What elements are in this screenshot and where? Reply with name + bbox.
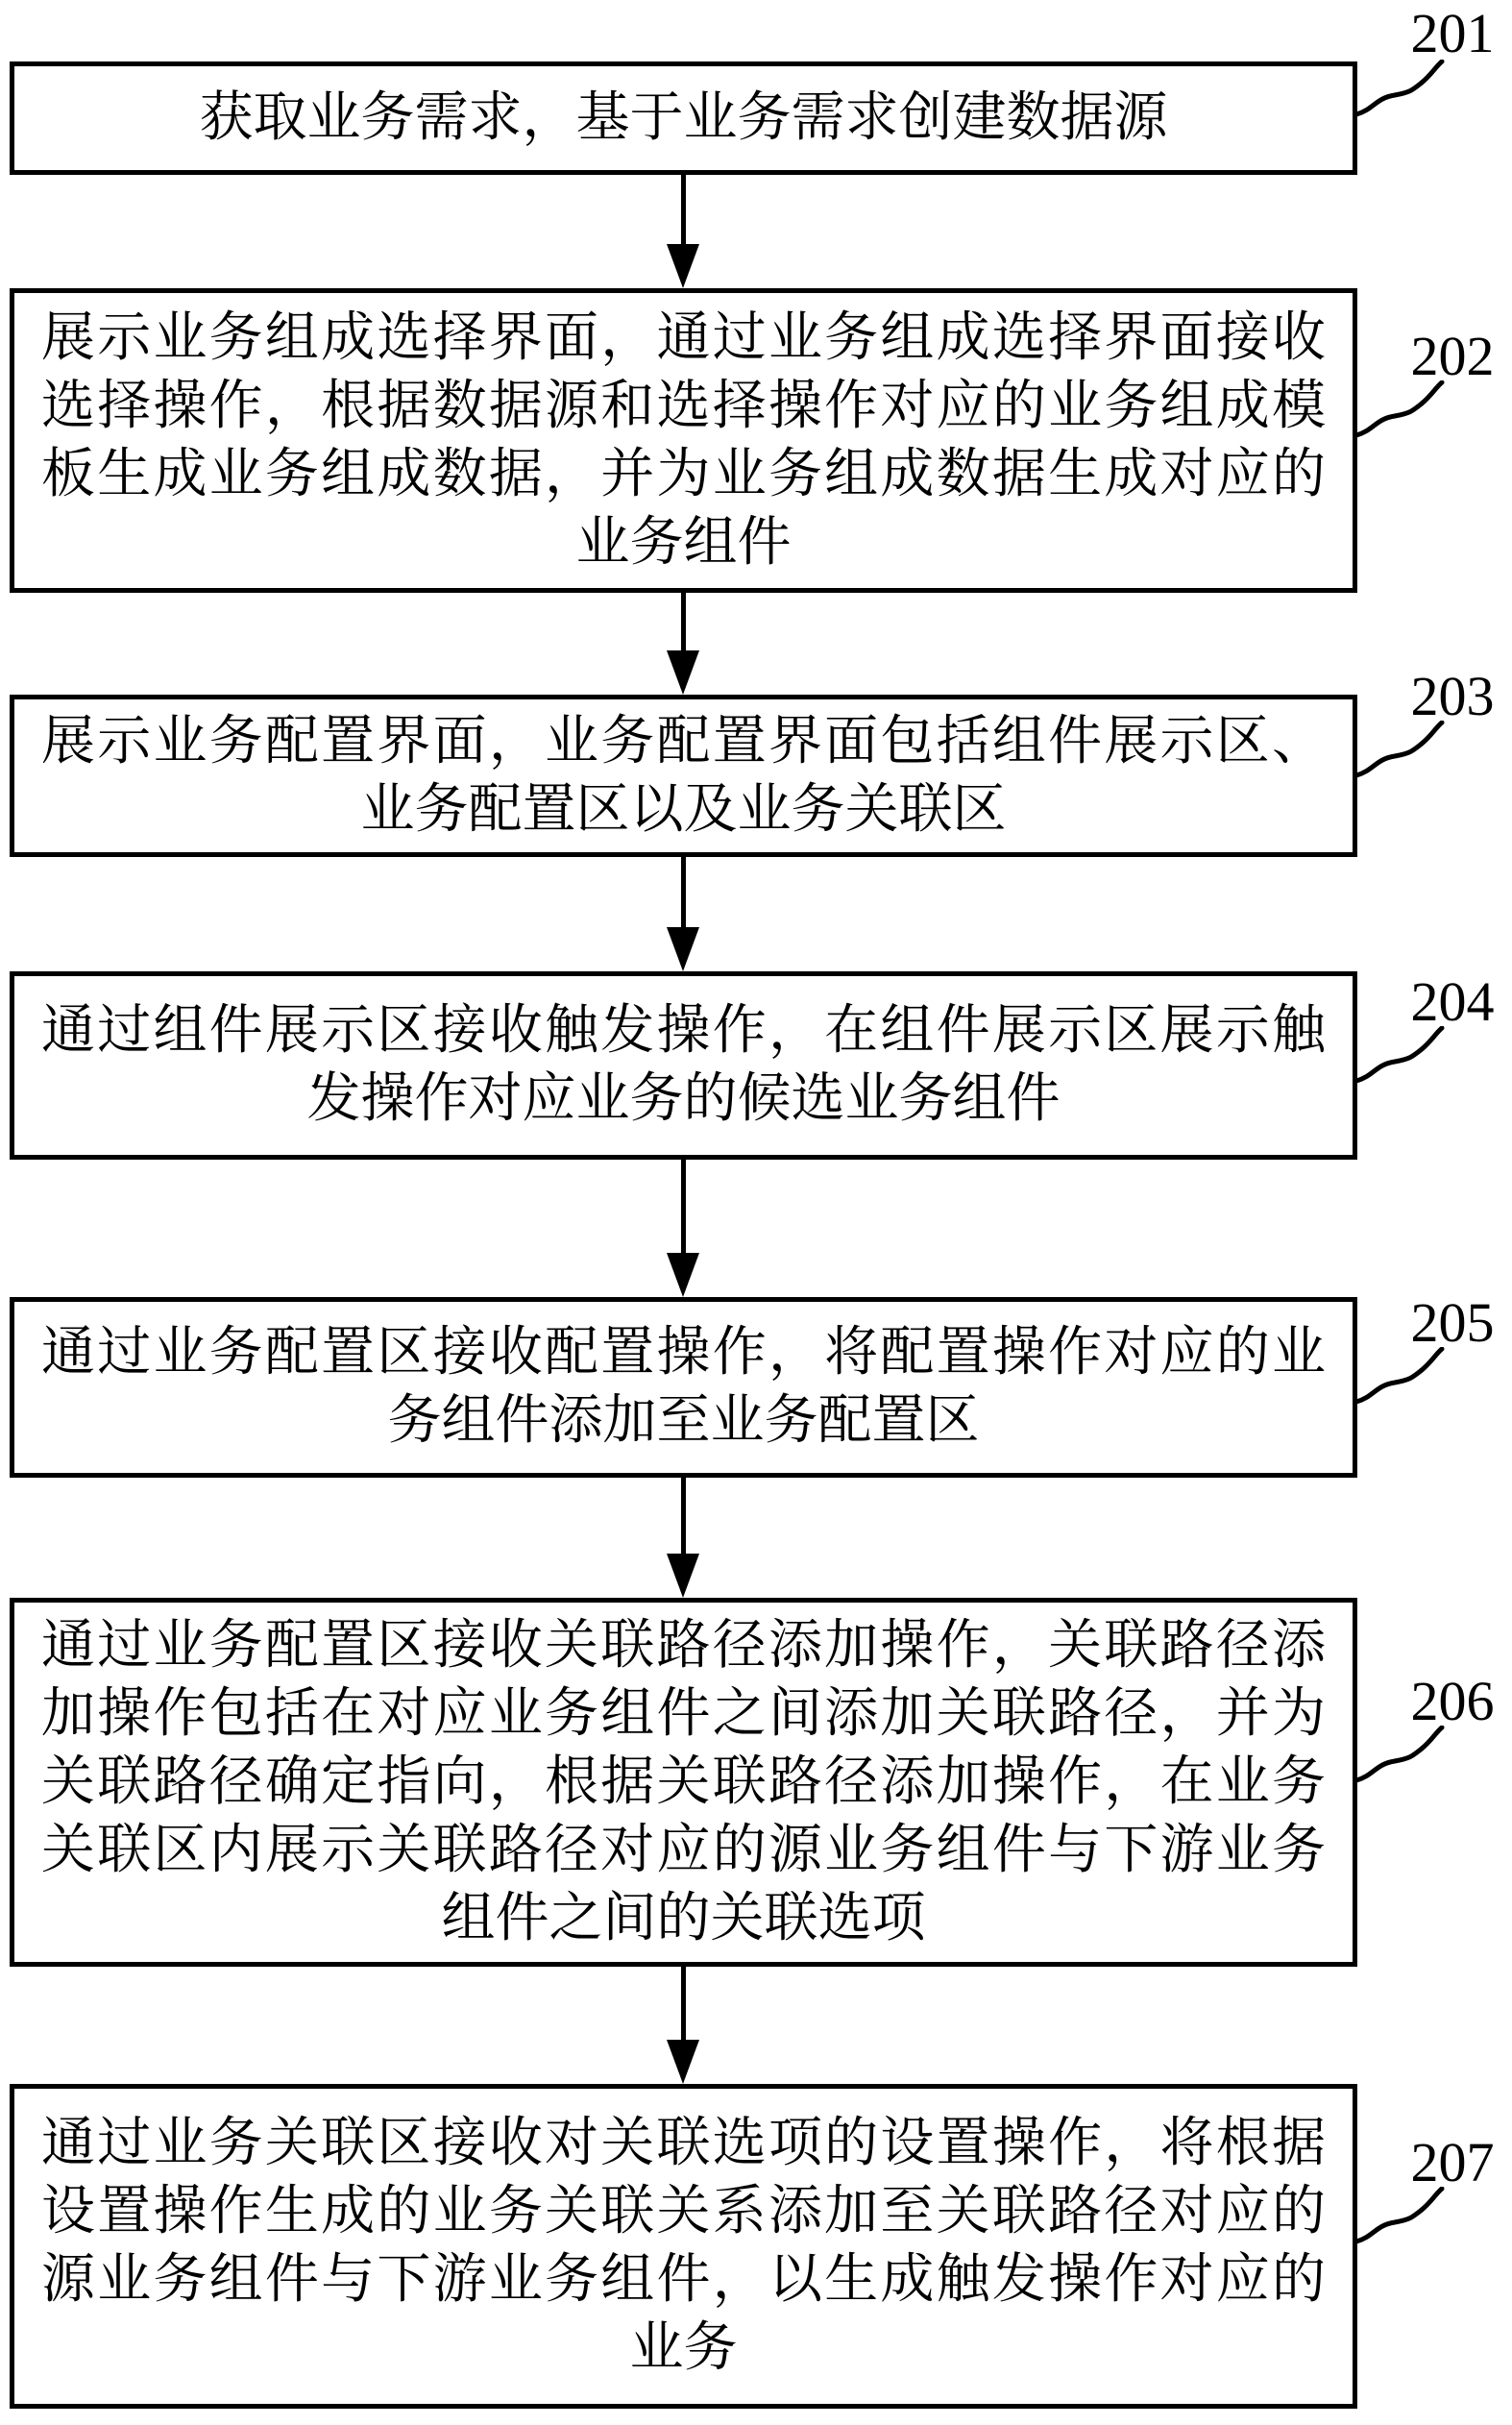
step-ref-label-206: 206 <box>1410 1670 1495 1732</box>
arrow-head-icon <box>667 2040 699 2084</box>
step-ref-label-204: 204 <box>1410 970 1495 1033</box>
step-text-line: 板生成业务组成数据，并为业务组成数据生成对应的 <box>41 444 1326 504</box>
flow-arrow <box>667 1478 699 1598</box>
step-text-line: 组件之间的关联选项 <box>441 1888 926 1948</box>
step-box-2 <box>10 288 1357 593</box>
flow-arrow <box>667 857 699 971</box>
step-text-line: 通过组件展示区接收触发操作，在组件展示区展示触 <box>41 1001 1326 1061</box>
step-text-line: 源业务组件与下游业务组件，以生成触发操作对应的 <box>41 2250 1326 2310</box>
step-text-line: 加操作包括在对应业务组件之间添加关联路径，并为 <box>41 1683 1326 1744</box>
step-text-line: 业务 <box>629 2318 738 2378</box>
squiggle-connector-icon <box>1354 1347 1451 1405</box>
arrow-head-icon <box>667 927 699 971</box>
step-text-line: 通过业务配置区接收配置操作，将配置操作对应的业 <box>41 1323 1326 1383</box>
step-ref-label-202: 202 <box>1410 325 1495 387</box>
step-text-line: 通过业务配置区接收关联路径添加操作，关联路径添 <box>41 1615 1326 1676</box>
step-text-line: 设置操作生成的业务关联关系添加至关联路径对应的 <box>41 2182 1326 2241</box>
squiggle-connector-icon <box>1354 721 1451 778</box>
step-text-line: 选择操作，根据数据源和选择操作对应的业务组成模 <box>41 376 1326 436</box>
step-box-6 <box>10 1598 1357 1967</box>
step-ref-label-201: 201 <box>1410 2 1495 64</box>
ref-connector-curve <box>1354 60 1451 117</box>
step-text-line: 业务组件 <box>575 512 792 573</box>
step-text-line: 通过业务关联区接收对关联选项的设置操作，将根据 <box>41 2114 1326 2173</box>
flow-arrow <box>667 175 699 288</box>
ref-connector-curve <box>1354 1726 1451 1783</box>
step-text-line: 关联区内展示关联路径对应的源业务组件与下游业务 <box>41 1820 1326 1880</box>
arrow-stem <box>681 1478 686 1554</box>
ref-connector-curve <box>1354 380 1451 438</box>
arrow-head-icon <box>667 1253 699 1297</box>
arrow-head-icon <box>667 650 699 695</box>
flow-arrow <box>667 593 699 695</box>
step-box-5 <box>10 1297 1357 1478</box>
flow-arrow <box>667 1967 699 2084</box>
step-box-4 <box>10 971 1357 1160</box>
step-text-line: 发操作对应业务的候选业务组件 <box>306 1069 1061 1129</box>
flow-arrow <box>667 1160 699 1297</box>
arrow-head-icon <box>667 244 699 288</box>
arrow-stem <box>681 1160 686 1253</box>
squiggle-connector-icon <box>1354 1726 1451 1783</box>
ref-connector-curve <box>1354 1026 1451 1084</box>
step-text-line: 获取业务需求，基于业务需求创建数据源 <box>199 87 1168 148</box>
squiggle-connector-icon <box>1354 60 1451 117</box>
arrow-stem <box>681 175 686 244</box>
step-text-line: 务组件添加至业务配置区 <box>387 1391 980 1451</box>
step-ref-label-203: 203 <box>1410 665 1495 727</box>
squiggle-connector-icon <box>1354 2187 1451 2244</box>
step-box-3 <box>10 695 1357 857</box>
step-box-7 <box>10 2084 1357 2409</box>
ref-connector-curve <box>1354 2187 1451 2244</box>
arrow-stem <box>681 857 686 927</box>
ref-connector-curve <box>1354 1347 1451 1405</box>
arrow-head-icon <box>667 1554 699 1598</box>
arrow-stem <box>681 593 686 650</box>
step-text-line: 关联路径确定指向，根据关联路径添加操作，在业务 <box>41 1751 1326 1812</box>
step-text-line: 展示业务配置界面，业务配置界面包括组件展示区、 <box>41 711 1326 772</box>
ref-connector-curve <box>1354 721 1451 778</box>
step-box-1 <box>10 61 1357 175</box>
step-ref-label-207: 207 <box>1410 2131 1495 2193</box>
arrow-stem <box>681 1967 686 2040</box>
step-ref-label-205: 205 <box>1410 1291 1495 1354</box>
step-text-line: 展示业务组成选择界面，通过业务组成选择界面接收 <box>41 307 1326 368</box>
squiggle-connector-icon <box>1354 380 1451 438</box>
step-text-line: 业务配置区以及业务关联区 <box>360 779 1007 840</box>
squiggle-connector-icon <box>1354 1026 1451 1084</box>
